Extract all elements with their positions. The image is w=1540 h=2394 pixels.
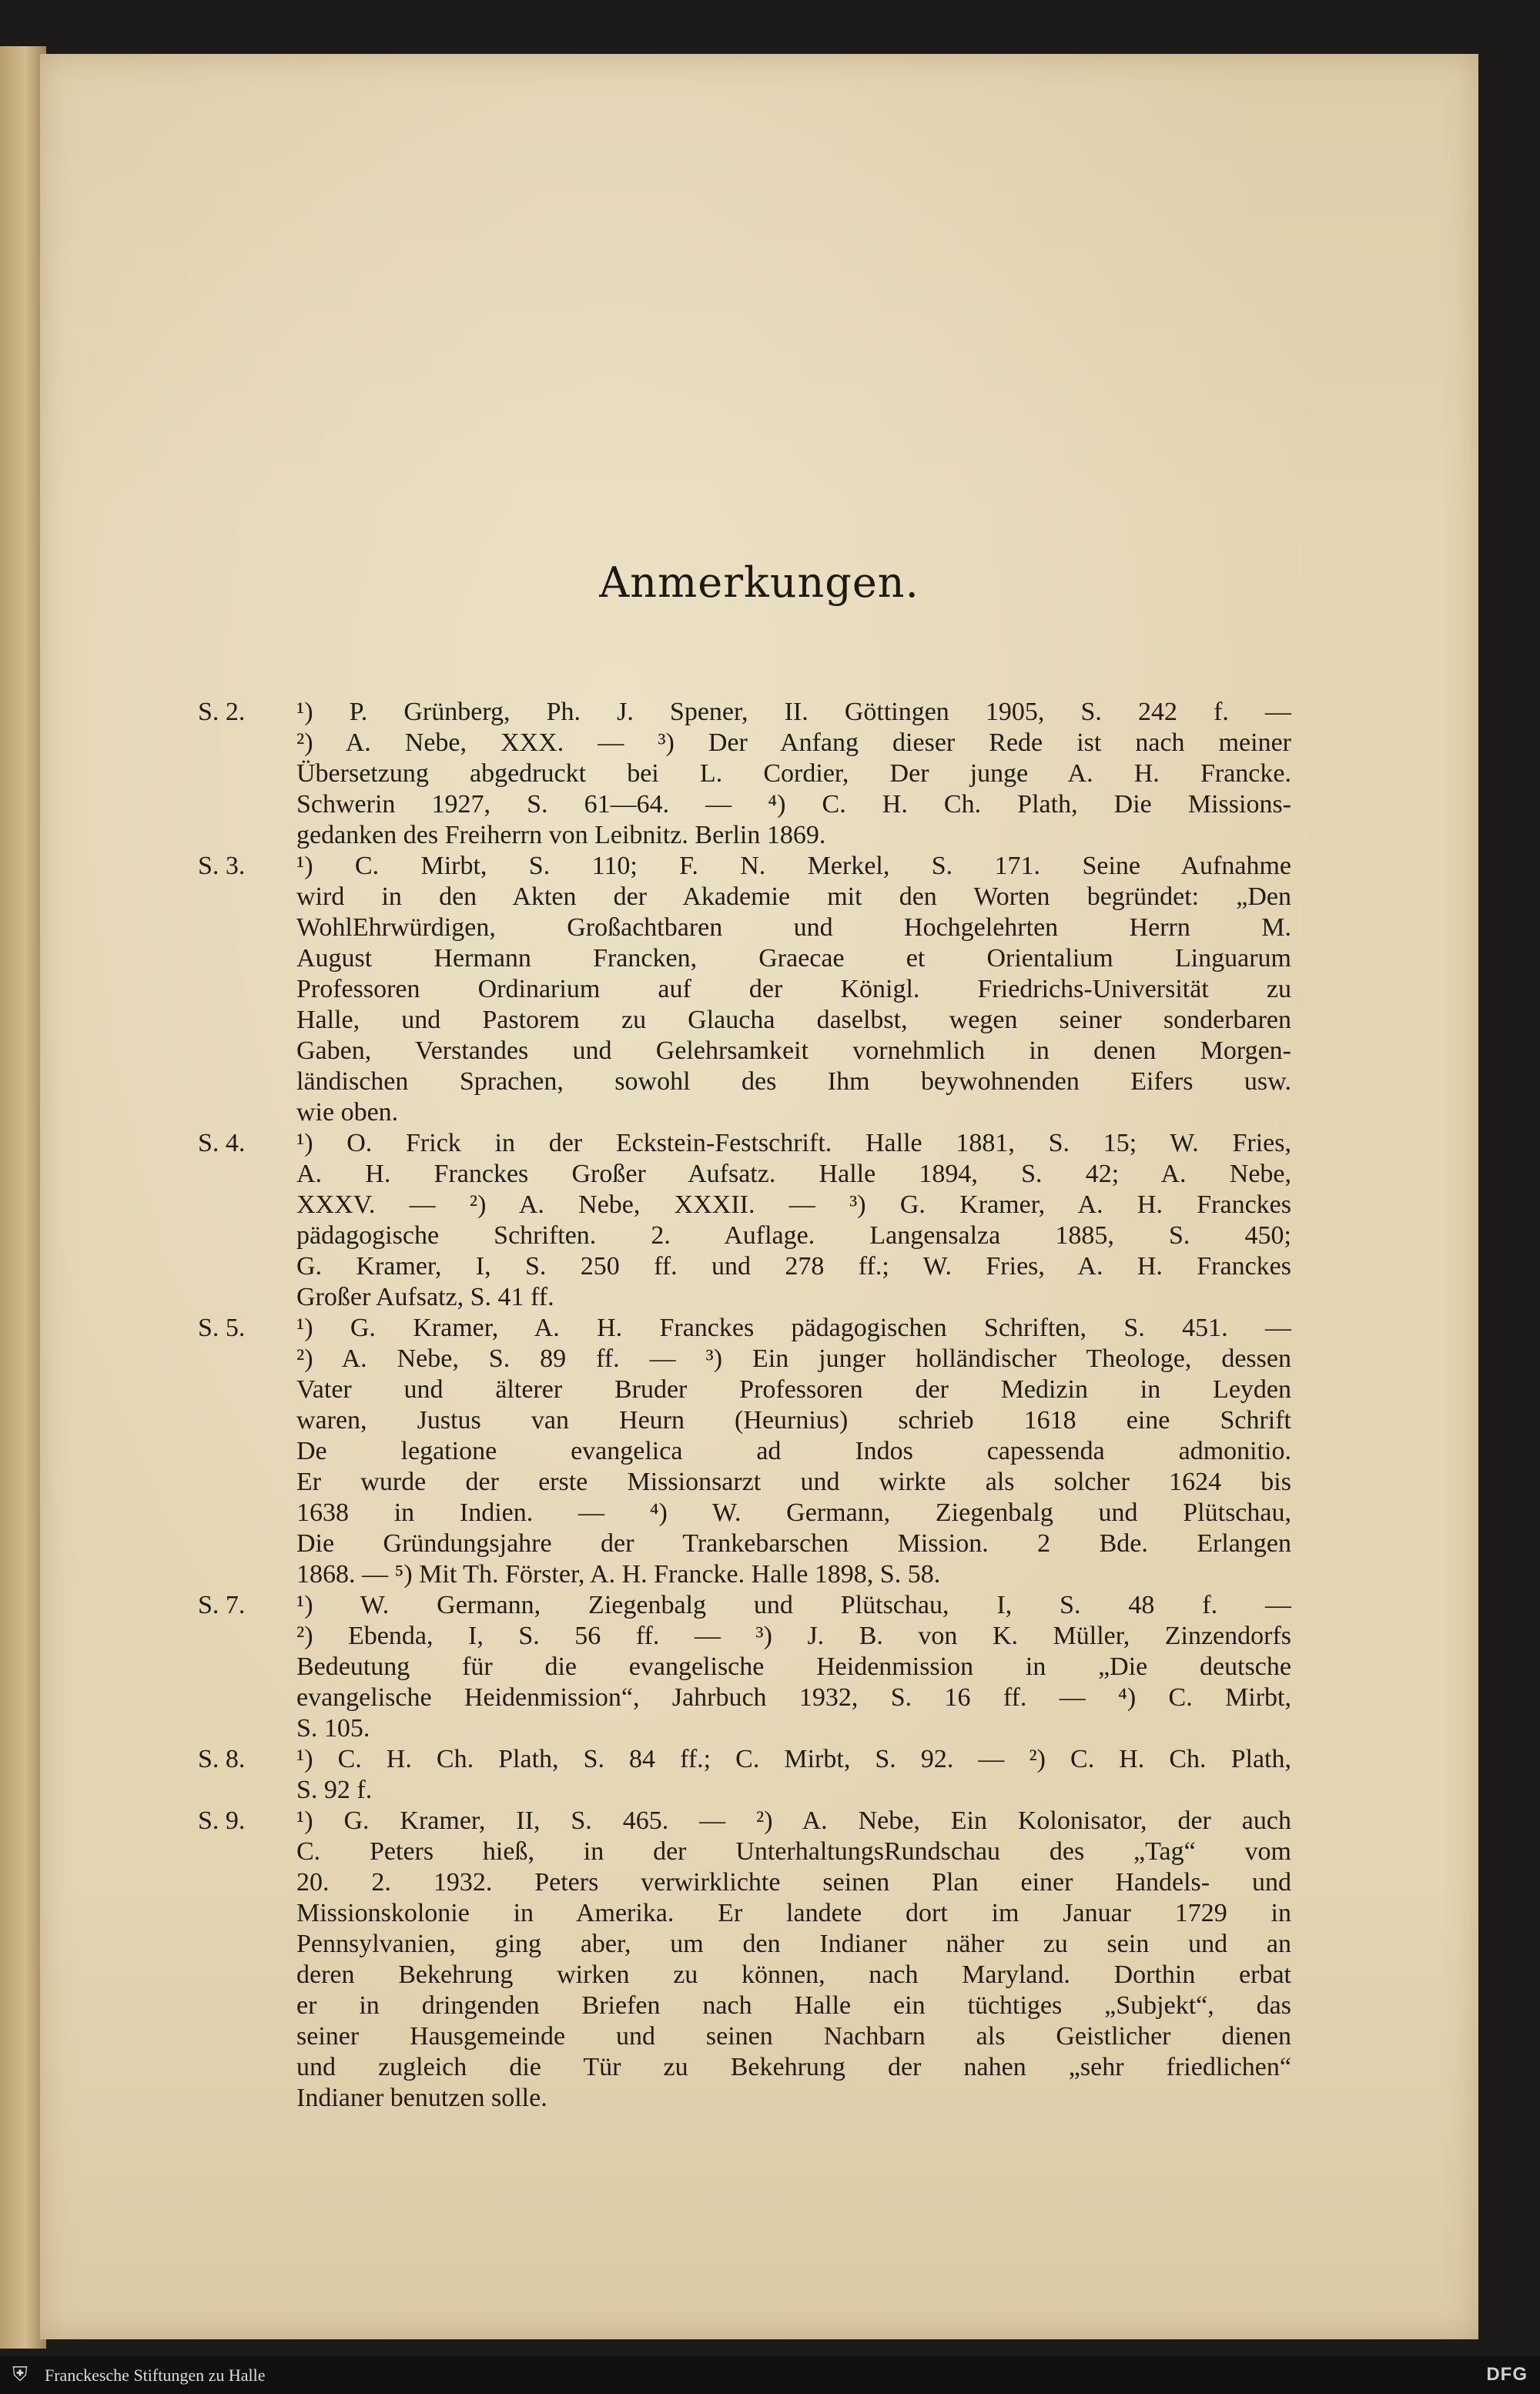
note-line: Professoren Ordinarium auf der Königl. Friedrichs-Universität zu [296, 975, 1291, 1003]
note-line: pädagogische Schriften. 2. Auflage. Langensalza 1885, S. 450; [296, 1221, 1291, 1250]
note-line: gedanken des Freiherrn von Leibnitz. Berlin 1869. [296, 821, 826, 849]
note-line: A. H. Franckes Großer Aufsatz. Halle 1894, S. 42; A. Nebe, [296, 1160, 1291, 1188]
note-page-label: S. 8. [198, 1745, 246, 1773]
document-page [40, 54, 1478, 2339]
note-line: August Hermann Francken, Graecae et Orientalium Linguarum [296, 944, 1291, 973]
note-line: 20. 2. 1932. Peters verwirklichte seinen Plan einer Handels- und [296, 1868, 1291, 1897]
endnotes [198, 697, 1291, 2114]
note-line: ¹) C. H. Ch. Plath, S. 84 ff.; C. Mirbt, S. 92. — ²) C. H. Ch. Plath, [296, 1745, 1291, 1773]
note-page-label: S. 9. [198, 1806, 246, 1835]
note-line: 1638 in Indien. — ⁴) W. Germann, Ziegenbalg und Plütschau, [296, 1498, 1291, 1527]
note-line: ¹) O. Frick in der Eckstein-Festschrift. Halle 1881, S. 15; W. Fries, [296, 1129, 1291, 1157]
note-line: ¹) W. Germann, Ziegenbalg und Plütschau, I, S. 48 f. — [296, 1591, 1291, 1619]
note-line: seiner Hausgemeinde und seinen Nachbarn als Geistlicher dienen [296, 2022, 1291, 2051]
note-page-label: S. 3. [198, 852, 246, 880]
note-line: Halle, und Pastorem zu Glaucha daselbst, wegen seiner sonderbaren [296, 1006, 1291, 1034]
note-line: ¹) C. Mirbt, S. 110; F. N. Merkel, S. 171. Seine Aufnahme [296, 852, 1291, 880]
eagle-crest-icon: ⛨ [12, 2363, 28, 2386]
note-line: Er wurde der erste Missionsarzt und wirkte als solcher 1624 bis [296, 1468, 1291, 1496]
note-line: Indianer benutzen solle. [296, 2084, 547, 2112]
note-line: ländischen Sprachen, sowohl des Ihm beywohnenden Eifers usw. [296, 1067, 1291, 1096]
note-line: Pennsylvanien, ging aber, um den Indianer näher zu sein und an [296, 1930, 1291, 1958]
note-line: G. Kramer, I, S. 250 ff. und 278 ff.; W. Fries, A. H. Franckes [296, 1252, 1291, 1281]
note-line: C. Peters hieß, in der UnterhaltungsRundschau des „Tag“ vom [296, 1837, 1291, 1866]
note-line: er in dringenden Briefen nach Halle ein tüchtiges „Subjekt“, das [296, 1991, 1291, 2020]
note-entry [198, 1744, 1291, 1806]
note-line: XXXV. — ²) A. Nebe, XXXII. — ³) G. Kramer, A. H. Franckes [296, 1190, 1291, 1219]
note-line: ²) A. Nebe, XXX. — ³) Der Anfang dieser Rede ist nach meiner [296, 728, 1291, 757]
note-line: deren Bekehrung wirken zu können, nach Maryland. Dorthin erbat [296, 1960, 1291, 1989]
note-entry [198, 1590, 1291, 1744]
note-line: und zugleich die Tür zu Bekehrung der nahen „sehr friedlichen“ [296, 2053, 1291, 2081]
note-line: 1868. — ⁵) Mit Th. Förster, A. H. Francke. Halle 1898, S. 58. [296, 1560, 941, 1589]
note-line: Schwerin 1927, S. 61—64. — ⁴) C. H. Ch. Plath, Die Missions- [296, 790, 1291, 819]
note-line: ²) A. Nebe, S. 89 ff. — ³) Ein junger holländischer Theologe, dessen [296, 1344, 1291, 1373]
note-line: S. 92 f. [296, 1776, 373, 1804]
note-page-label: S. 5. [198, 1314, 246, 1342]
note-line: Übersetzung abgedruckt bei L. Cordier, Der junge A. H. Francke. [296, 759, 1291, 788]
note-line: S. 105. [296, 1714, 370, 1743]
note-line: ²) Ebenda, I, S. 56 ff. — ³) J. B. von K. Müller, Zinzendorfs [296, 1622, 1291, 1650]
note-line: waren, Justus van Heurn (Heurnius) schrieb 1618 eine Schrift [296, 1406, 1291, 1435]
note-page-label: S. 4. [198, 1129, 246, 1157]
note-line: wie oben. [296, 1098, 399, 1127]
note-page-label: S. 7. [198, 1591, 246, 1619]
page-heading: Anmerkungen. [599, 558, 919, 607]
note-page-label: S. 2. [198, 698, 246, 726]
note-entry [198, 1128, 1291, 1313]
note-line: wird in den Akten der Akademie mit den Worten begründet: „Den [296, 882, 1291, 911]
dfg-logo: DFG [1486, 2364, 1528, 2385]
note-line: De legatione evangelica ad Indos capessenda admonitio. [296, 1437, 1291, 1465]
note-line: WohlEhrwürdigen, Großachtbaren und Hochgelehrten Herrn M. [296, 913, 1291, 942]
note-line: Die Gründungsjahre der Trankebarschen Mission. 2 Bde. Erlangen [296, 1529, 1291, 1558]
note-entry [198, 697, 1291, 851]
note-line: Gaben, Verstandes und Gelehrsamkeit vornehmlich in denen Morgen- [296, 1036, 1291, 1065]
note-line: Bedeutung für die evangelische Heidenmission in „Die deutsche [296, 1652, 1291, 1681]
left-page-edge [0, 46, 46, 2349]
note-line: Großer Aufsatz, S. 41 ff. [296, 1283, 554, 1311]
note-line: ¹) P. Grünberg, Ph. J. Spener, II. Göttingen 1905, S. 242 f. — [296, 698, 1291, 726]
note-line: evangelische Heidenmission“, Jahrbuch 1932, S. 16 ff. — ⁴) C. Mirbt, [296, 1683, 1291, 1712]
note-entry [198, 1313, 1291, 1590]
note-line: ¹) G. Kramer, II, S. 465. — ²) A. Nebe, Ein Kolonisator, der auch [296, 1806, 1291, 1835]
note-line: Missionskolonie in Amerika. Er landete dort im Januar 1729 in [296, 1899, 1291, 1927]
note-entry [198, 851, 1291, 1128]
note-entry [198, 1806, 1291, 2114]
institution-name: Franckesche Stiftungen zu Halle [45, 2366, 266, 2385]
viewer-footer [0, 2356, 1540, 2394]
note-line: ¹) G. Kramer, A. H. Franckes pädagogischen Schriften, S. 451. — [296, 1314, 1291, 1342]
note-line: Vater und älterer Bruder Professoren der Medizin in Leyden [296, 1375, 1291, 1404]
